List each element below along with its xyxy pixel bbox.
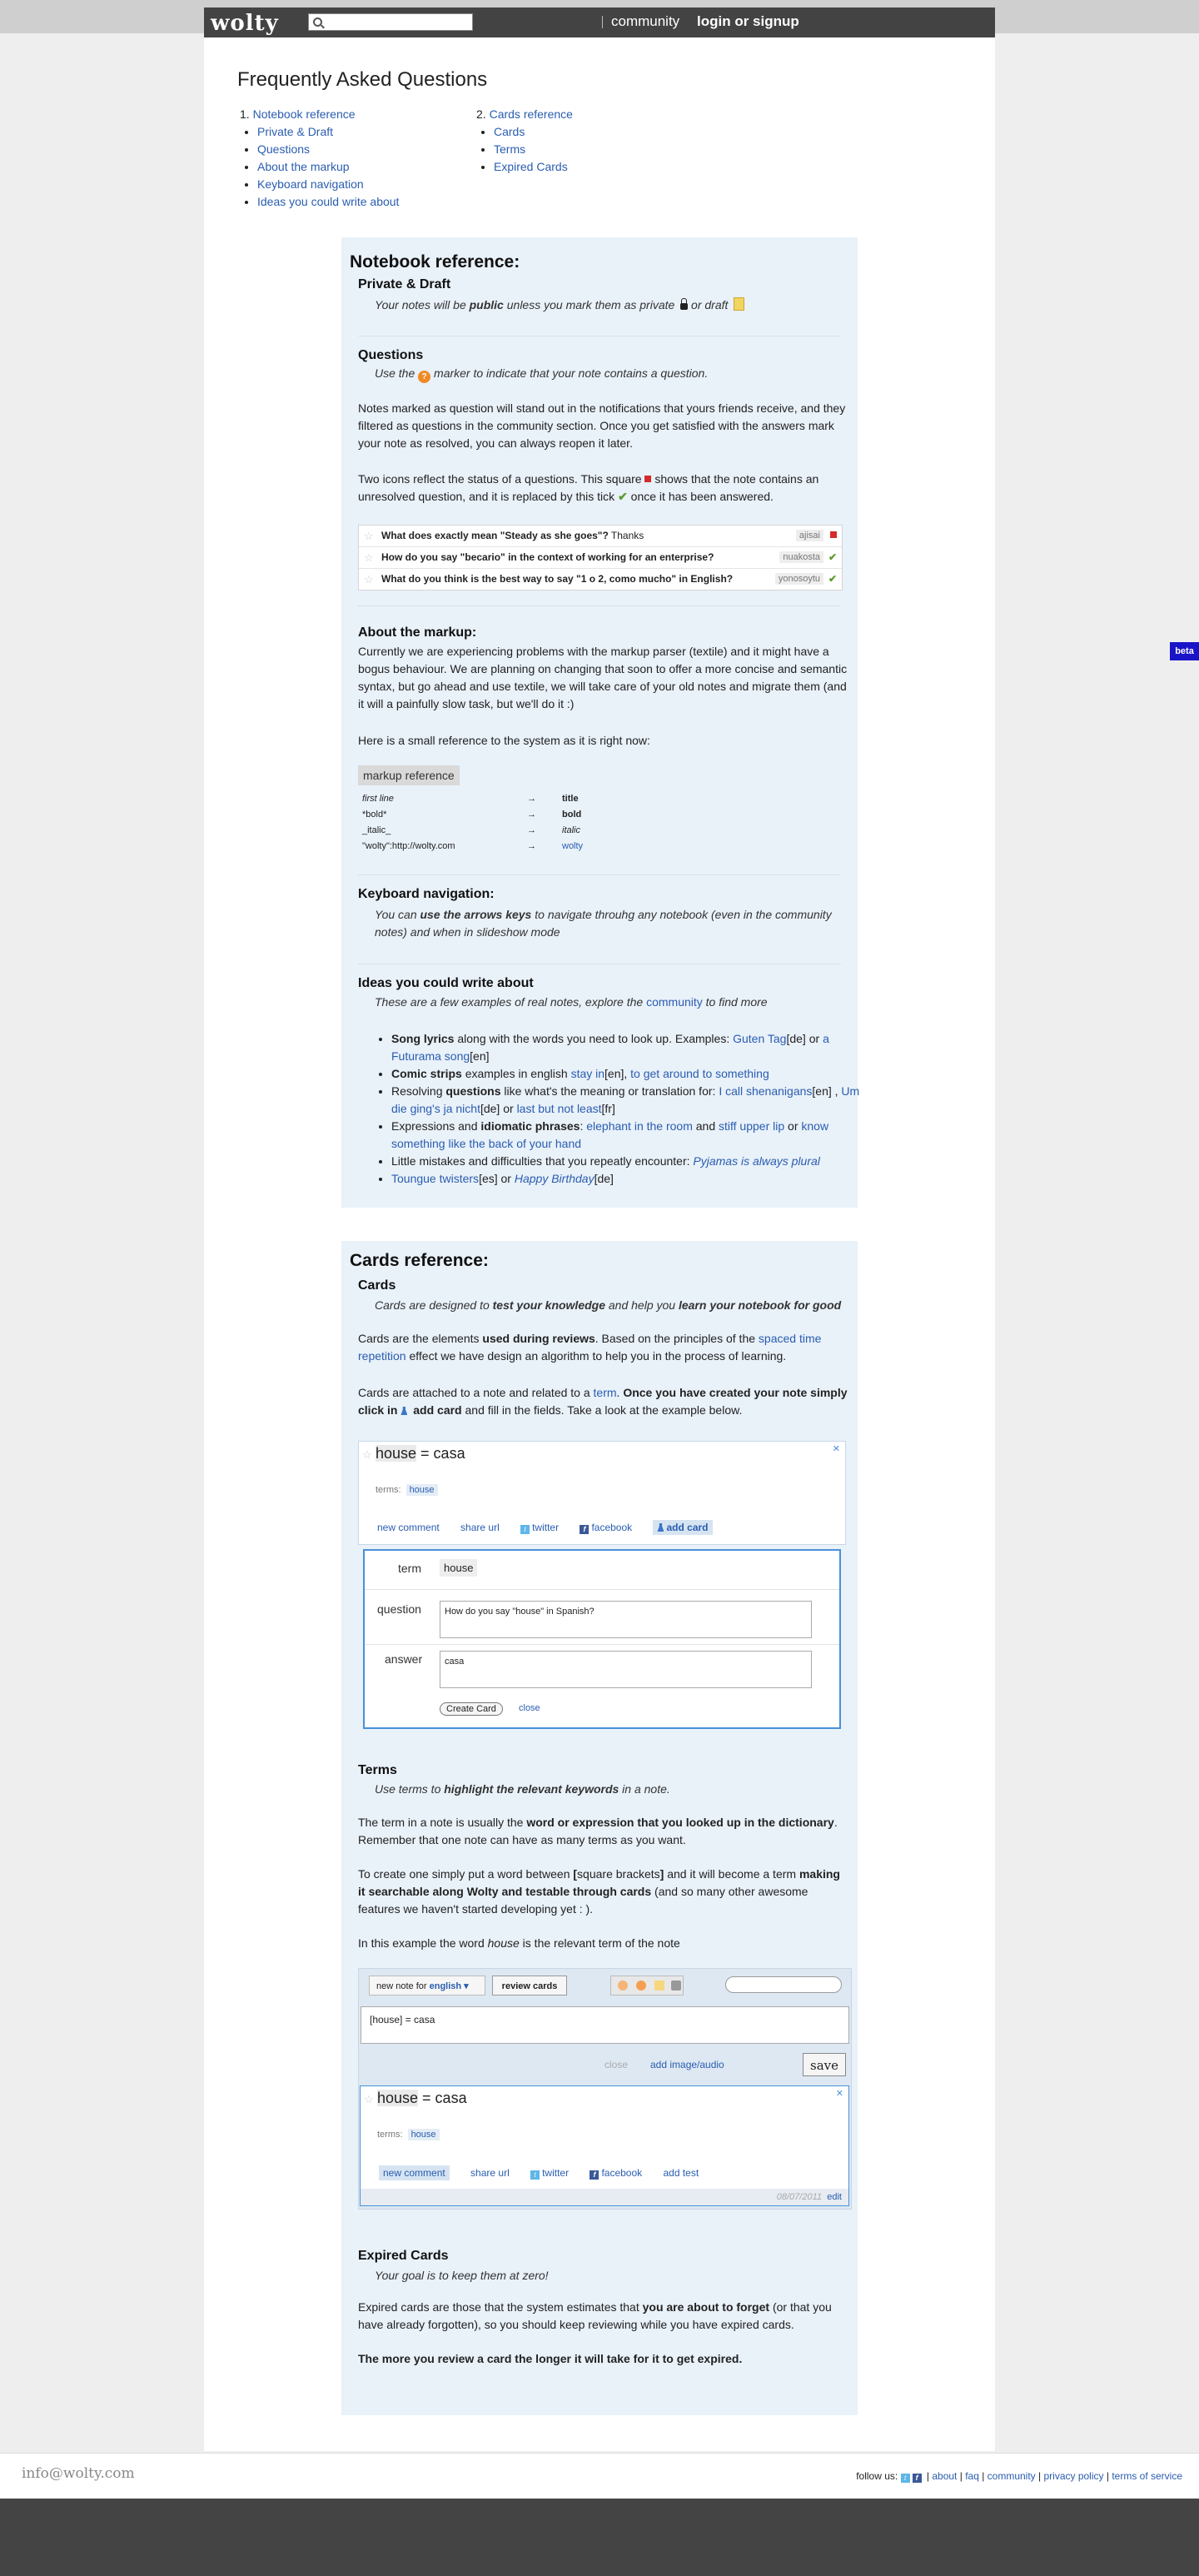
answer-label: answer [385, 1652, 423, 1666]
expired-paragraph: Expired cards are those that the system estimates that you are about to forget (or that you have already forgotten), so you should keep reviewing while you have expired cards. [358, 2300, 832, 2331]
toc-item[interactable]: Keyboard navigation [257, 177, 364, 191]
term-value: house [440, 1559, 477, 1577]
notebook-reference-section [341, 237, 858, 1208]
star-icon[interactable]: ☆ [364, 2093, 374, 2105]
example-link[interactable]: Guten Tag [733, 1032, 787, 1045]
note-actions [379, 2167, 717, 2180]
toc-notebook: 1. Notebook reference • Private & Draft • Questions • About the markup • Keyboard navigation • Ideas you could write about [240, 106, 399, 211]
term-label: term [398, 1562, 421, 1575]
facebook-link[interactable]: f facebook [580, 1522, 632, 1533]
review-cards-button[interactable]: review cards [492, 1976, 567, 1996]
star-icon[interactable]: ☆ [362, 1448, 372, 1461]
example-link[interactable]: I call shenanigans [719, 1084, 813, 1098]
questions-status-paragraph: Two icons reflect the status of a questions. This square shows that the note contains an unresolved question, and it is replaced by this tick ✔ once it has been answered. [358, 472, 819, 503]
new-comment-link[interactable]: new comment [379, 2165, 450, 2180]
twitter-icon: t [520, 1525, 530, 1534]
divider [365, 1589, 839, 1590]
resolved-tick-icon: ✔ [618, 490, 628, 503]
editor-close-link[interactable]: close [604, 2059, 629, 2070]
username-tag[interactable]: ajisai [796, 530, 823, 541]
note-title: house = casa [377, 2090, 467, 2106]
example-note [360, 2085, 849, 2206]
resolved-tick-icon: ✔ [828, 573, 837, 585]
toc-item[interactable]: Expired Cards [494, 160, 568, 173]
toc-item[interactable]: Cards [494, 125, 525, 138]
contact-email[interactable]: info@wolty.com [22, 2465, 135, 2482]
list-item: • Toungue twisters[es] or Happy Birthday[de] [391, 1170, 866, 1188]
markup-reference-intro: Here is a small reference to the system as it is right now: [358, 734, 650, 747]
search-input[interactable] [308, 13, 473, 31]
example-link[interactable]: Happy Birthday [514, 1172, 595, 1185]
example-note [358, 1441, 846, 1545]
beta-badge[interactable]: beta [1170, 642, 1199, 660]
toc-item[interactable]: Terms [494, 142, 526, 156]
term-chip[interactable]: house [408, 2129, 440, 2140]
keyboard-heading: Keyboard navigation: [358, 887, 495, 901]
example-link[interactable]: know something like the back of your hand [391, 1119, 829, 1150]
footer-faq-link[interactable]: faq [965, 2470, 979, 2482]
private-draft-text: Your notes will be public unless you mark them as private or draft [375, 297, 744, 311]
markup-heading: About the markup: [358, 625, 477, 640]
star-icon[interactable]: ☆ [364, 573, 374, 585]
star-icon[interactable]: ☆ [364, 530, 374, 542]
divider [358, 605, 841, 606]
section-title: Notebook reference: [350, 252, 520, 272]
cards-howto-paragraph: Cards are attached to a note and related to a term. Once you have created your note simply click in add card and fill in the fields. Take a look at the example below. [358, 1386, 848, 1417]
share-url-link[interactable]: share url [470, 2167, 510, 2179]
example-questions-list [358, 525, 843, 590]
question-label: question [377, 1602, 421, 1616]
example-link[interactable]: last but not least [516, 1102, 602, 1115]
answer-field[interactable]: casa [440, 1651, 812, 1688]
twitter-link[interactable]: t twitter [530, 2167, 569, 2179]
bottom-band [0, 2499, 1199, 2576]
questions-heading: Questions [358, 348, 424, 362]
list-item: • Little mistakes and difficulties that you repeatly encounter: Pyjamas is always plural [391, 1153, 866, 1170]
markup-paragraph: Currently we are experiencing problems with the markup parser (textile) and it might have a bogus behaviour. We are planning on changing that soon to offer a more concise and semantic syntax, but go ahead and use textile, we will take care of your old notes and migrate them (and it will a painfully slow task, but we'll do it :) [358, 645, 848, 710]
ideas-lead: These are a few examples of real notes, explore the community to find more [375, 995, 768, 1009]
footer-terms-link[interactable]: terms of service [1112, 2470, 1182, 2482]
example-link[interactable]: stiff upper lip [719, 1119, 785, 1133]
unresolved-square-icon [830, 526, 837, 546]
add-card-icon [400, 1407, 407, 1415]
expired-lead: Your goal is to keep them at zero! [375, 2269, 549, 2282]
save-button[interactable]: save [803, 2053, 846, 2076]
wolty-logo[interactable]: wolty [211, 11, 279, 36]
keyboard-text: You can use the arrows keys to navigate throuhg any notebook (even in the community notes) and when in slideshow mode [375, 908, 832, 939]
example-link[interactable]: stay in [570, 1067, 605, 1080]
site-footer [0, 2453, 1199, 2499]
nav-separator [602, 16, 603, 28]
ideas-list [375, 1030, 866, 1188]
toc-item[interactable]: Private & Draft [257, 125, 334, 138]
main-content [204, 37, 995, 2451]
question-field[interactable]: How do you say "house" in Spanish? [440, 1601, 812, 1638]
nav-community-link[interactable]: community [611, 13, 680, 29]
divider [358, 874, 841, 875]
editor-search-input[interactable] [725, 1976, 842, 1993]
wolty-link[interactable]: wolty [562, 841, 584, 851]
facebook-icon: f [590, 2170, 599, 2180]
example-link[interactable]: elephant in the room [586, 1119, 693, 1133]
example-link[interactable]: Um die ging's ja nicht [391, 1084, 860, 1115]
cards-reference-section [341, 1241, 858, 2415]
add-card-icon [657, 1523, 664, 1532]
username-tag[interactable]: nuakosta [779, 551, 823, 563]
toc-notebook-reference[interactable]: Notebook reference [252, 107, 356, 121]
page-title: Frequently Asked Questions [237, 68, 488, 91]
facebook-icon[interactable]: f [913, 2474, 922, 2483]
login-signup-link[interactable]: login or signup [697, 13, 799, 29]
ideas-heading: Ideas you could write about [358, 976, 534, 990]
toc-item[interactable]: About the markup [257, 160, 350, 173]
cards-heading: Cards [358, 1278, 396, 1293]
note-terms: terms: house [376, 1485, 438, 1495]
lock-icon [680, 303, 688, 310]
share-url-link[interactable]: share url [460, 1522, 500, 1533]
divider [365, 1644, 839, 1645]
note-date: 08/07/2011 [776, 2192, 822, 2202]
questions-paragraph: Notes marked as question will stand out in the notifications that yours friends receive, and they filtered as questions in the community section. Once you get satisfied with the answers mark your note as resolved, you can always reopen it later. [358, 401, 846, 450]
note-flags-toolbar [610, 1976, 684, 1996]
expired-heading: Expired Cards [358, 2249, 449, 2263]
star-icon[interactable]: ☆ [364, 551, 374, 564]
example-link[interactable]: to get around to something [630, 1067, 769, 1080]
toc-cards-reference[interactable]: Cards reference [489, 107, 573, 121]
list-item: • Resolving questions like what's the meaning or translation for: I call shenanigans[en] , Um die ging's ja nicht[de] or last but not least[fr] [391, 1083, 866, 1118]
note-terms: terms: house [377, 2130, 440, 2140]
section-title: Cards reference: [350, 1251, 489, 1270]
markup-reference-table: first line → title *bold* → bold _italic_ → italic "wolty":http://wolty.com → wolty [362, 794, 584, 851]
list-item: • Comic strips examples in english stay in[en], to get around to something [391, 1065, 866, 1083]
list-item: • Expressions and idiomatic phrases: elephant in the room and stiff upper lip or know something like the back of your hand [391, 1118, 866, 1153]
add-test-link[interactable]: add test [663, 2167, 699, 2179]
note-title: house = casa [376, 1445, 465, 1462]
footer-community-link[interactable]: community [987, 2470, 1036, 2482]
resolved-tick-icon: ✔ [828, 551, 837, 563]
example-link[interactable]: Pyjamas is always plural [693, 1154, 820, 1168]
add-card-button[interactable]: add card [653, 1520, 712, 1535]
community-link[interactable]: community [646, 995, 703, 1009]
example-link[interactable]: a Futurama song [391, 1032, 829, 1063]
footer-privacy-link[interactable]: privacy policy [1043, 2470, 1104, 2482]
terms-paragraph: The term in a note is usually the word or expression that you looked up in the dictionary. Remember that one note can have as many terms as you want. [358, 1816, 838, 1846]
username-tag[interactable]: yonosoytu [775, 573, 823, 585]
edit-link[interactable]: edit [827, 2192, 842, 2202]
terms-heading: Terms [358, 1763, 397, 1777]
example-link[interactable]: Toungue twisters [391, 1172, 480, 1185]
create-card-button[interactable]: Create Card [440, 1702, 503, 1716]
questions-lead: Use the ? marker to indicate that your note contains a question. [375, 366, 709, 381]
add-card-form [363, 1549, 841, 1729]
twitter-icon[interactable]: t [901, 2474, 910, 2483]
facebook-link[interactable]: f facebook [590, 2167, 642, 2179]
question-row[interactable]: ☆ What does exactly mean "Steady as she goes"? Thanks ajisai [359, 526, 842, 547]
list-item: • Song lyrics along with the words you need to look up. Examples: Guten Tag[de] or a Futurama song[en] [391, 1030, 866, 1065]
footer-about-link[interactable]: about [932, 2470, 958, 2482]
search-icon [313, 17, 322, 27]
note-actions [377, 1522, 731, 1534]
expired-note: The more you review a card the longer it will take for it to get expired. [358, 2352, 743, 2365]
terms-example-paragraph: In this example the word house is the relevant term of the note [358, 1936, 680, 1950]
facebook-icon: f [580, 1525, 589, 1534]
terms-lead: Use terms to highlight the relevant keywords in a note. [375, 1782, 670, 1796]
twitter-icon: t [530, 2170, 540, 2180]
close-link[interactable]: close [519, 1703, 540, 1713]
question-row[interactable]: ☆ What do you think is the best way to say "1 o 2, como mucho" in English? yonosoytu ✔ [359, 569, 842, 590]
close-icon[interactable]: ✕ [832, 1444, 840, 1454]
note-footer [361, 2189, 848, 2205]
question-row[interactable]: ☆ How do you say "becario" in the context of working for an enterprise? nuakosta ✔ [359, 547, 842, 569]
cards-lead: Cards are designed to test your knowledge and help you learn your notebook for good [375, 1298, 842, 1312]
lock-icon[interactable] [671, 1981, 681, 1991]
twitter-link[interactable]: t twitter [520, 1522, 559, 1533]
note-editor-example [358, 1968, 852, 2210]
question-marker-icon[interactable] [636, 1981, 646, 1991]
term-link[interactable]: term [593, 1386, 617, 1399]
add-image-audio-link[interactable]: add image/audio [650, 2059, 724, 2070]
site-header [204, 7, 995, 37]
footer-links: follow us: t f | about | faq | community | privacy policy | terms of service [856, 2470, 1182, 2482]
private-draft-heading: Private & Draft [358, 277, 451, 291]
markup-reference-button[interactable]: markup reference [358, 765, 460, 785]
terms-create-paragraph: To create one simply put a word between [square brackets] and it will become a term making it searchable along Wolty and testable through cards (and so many other awesome features we haven't started developing yet : ). [358, 1867, 840, 1916]
language-dropdown[interactable]: new note for english ▾ [369, 1976, 485, 1996]
cards-paragraph: Cards are the elements used during reviews. Based on the principles of the spaced time repetition effect we have design an algorithm to help you in the process of learning. [358, 1332, 822, 1363]
star-icon[interactable] [618, 1981, 628, 1991]
draft-icon[interactable] [654, 1981, 664, 1991]
toc-cards: 2. Cards reference • Cards • Terms • Expired Cards [476, 106, 573, 176]
toc-item[interactable]: Questions [257, 142, 311, 156]
note-text-input[interactable]: [house] = casa [361, 2006, 849, 2044]
toc-item[interactable]: Ideas you could write about [257, 195, 400, 208]
question-marker-icon: ? [418, 371, 430, 383]
draft-icon [734, 297, 744, 311]
term-chip[interactable]: house [406, 1484, 438, 1496]
close-icon[interactable]: ✕ [835, 2089, 843, 2099]
spaced-repetition-link[interactable]: spaced time repetition [358, 1332, 822, 1363]
new-comment-link[interactable]: new comment [377, 1522, 440, 1533]
